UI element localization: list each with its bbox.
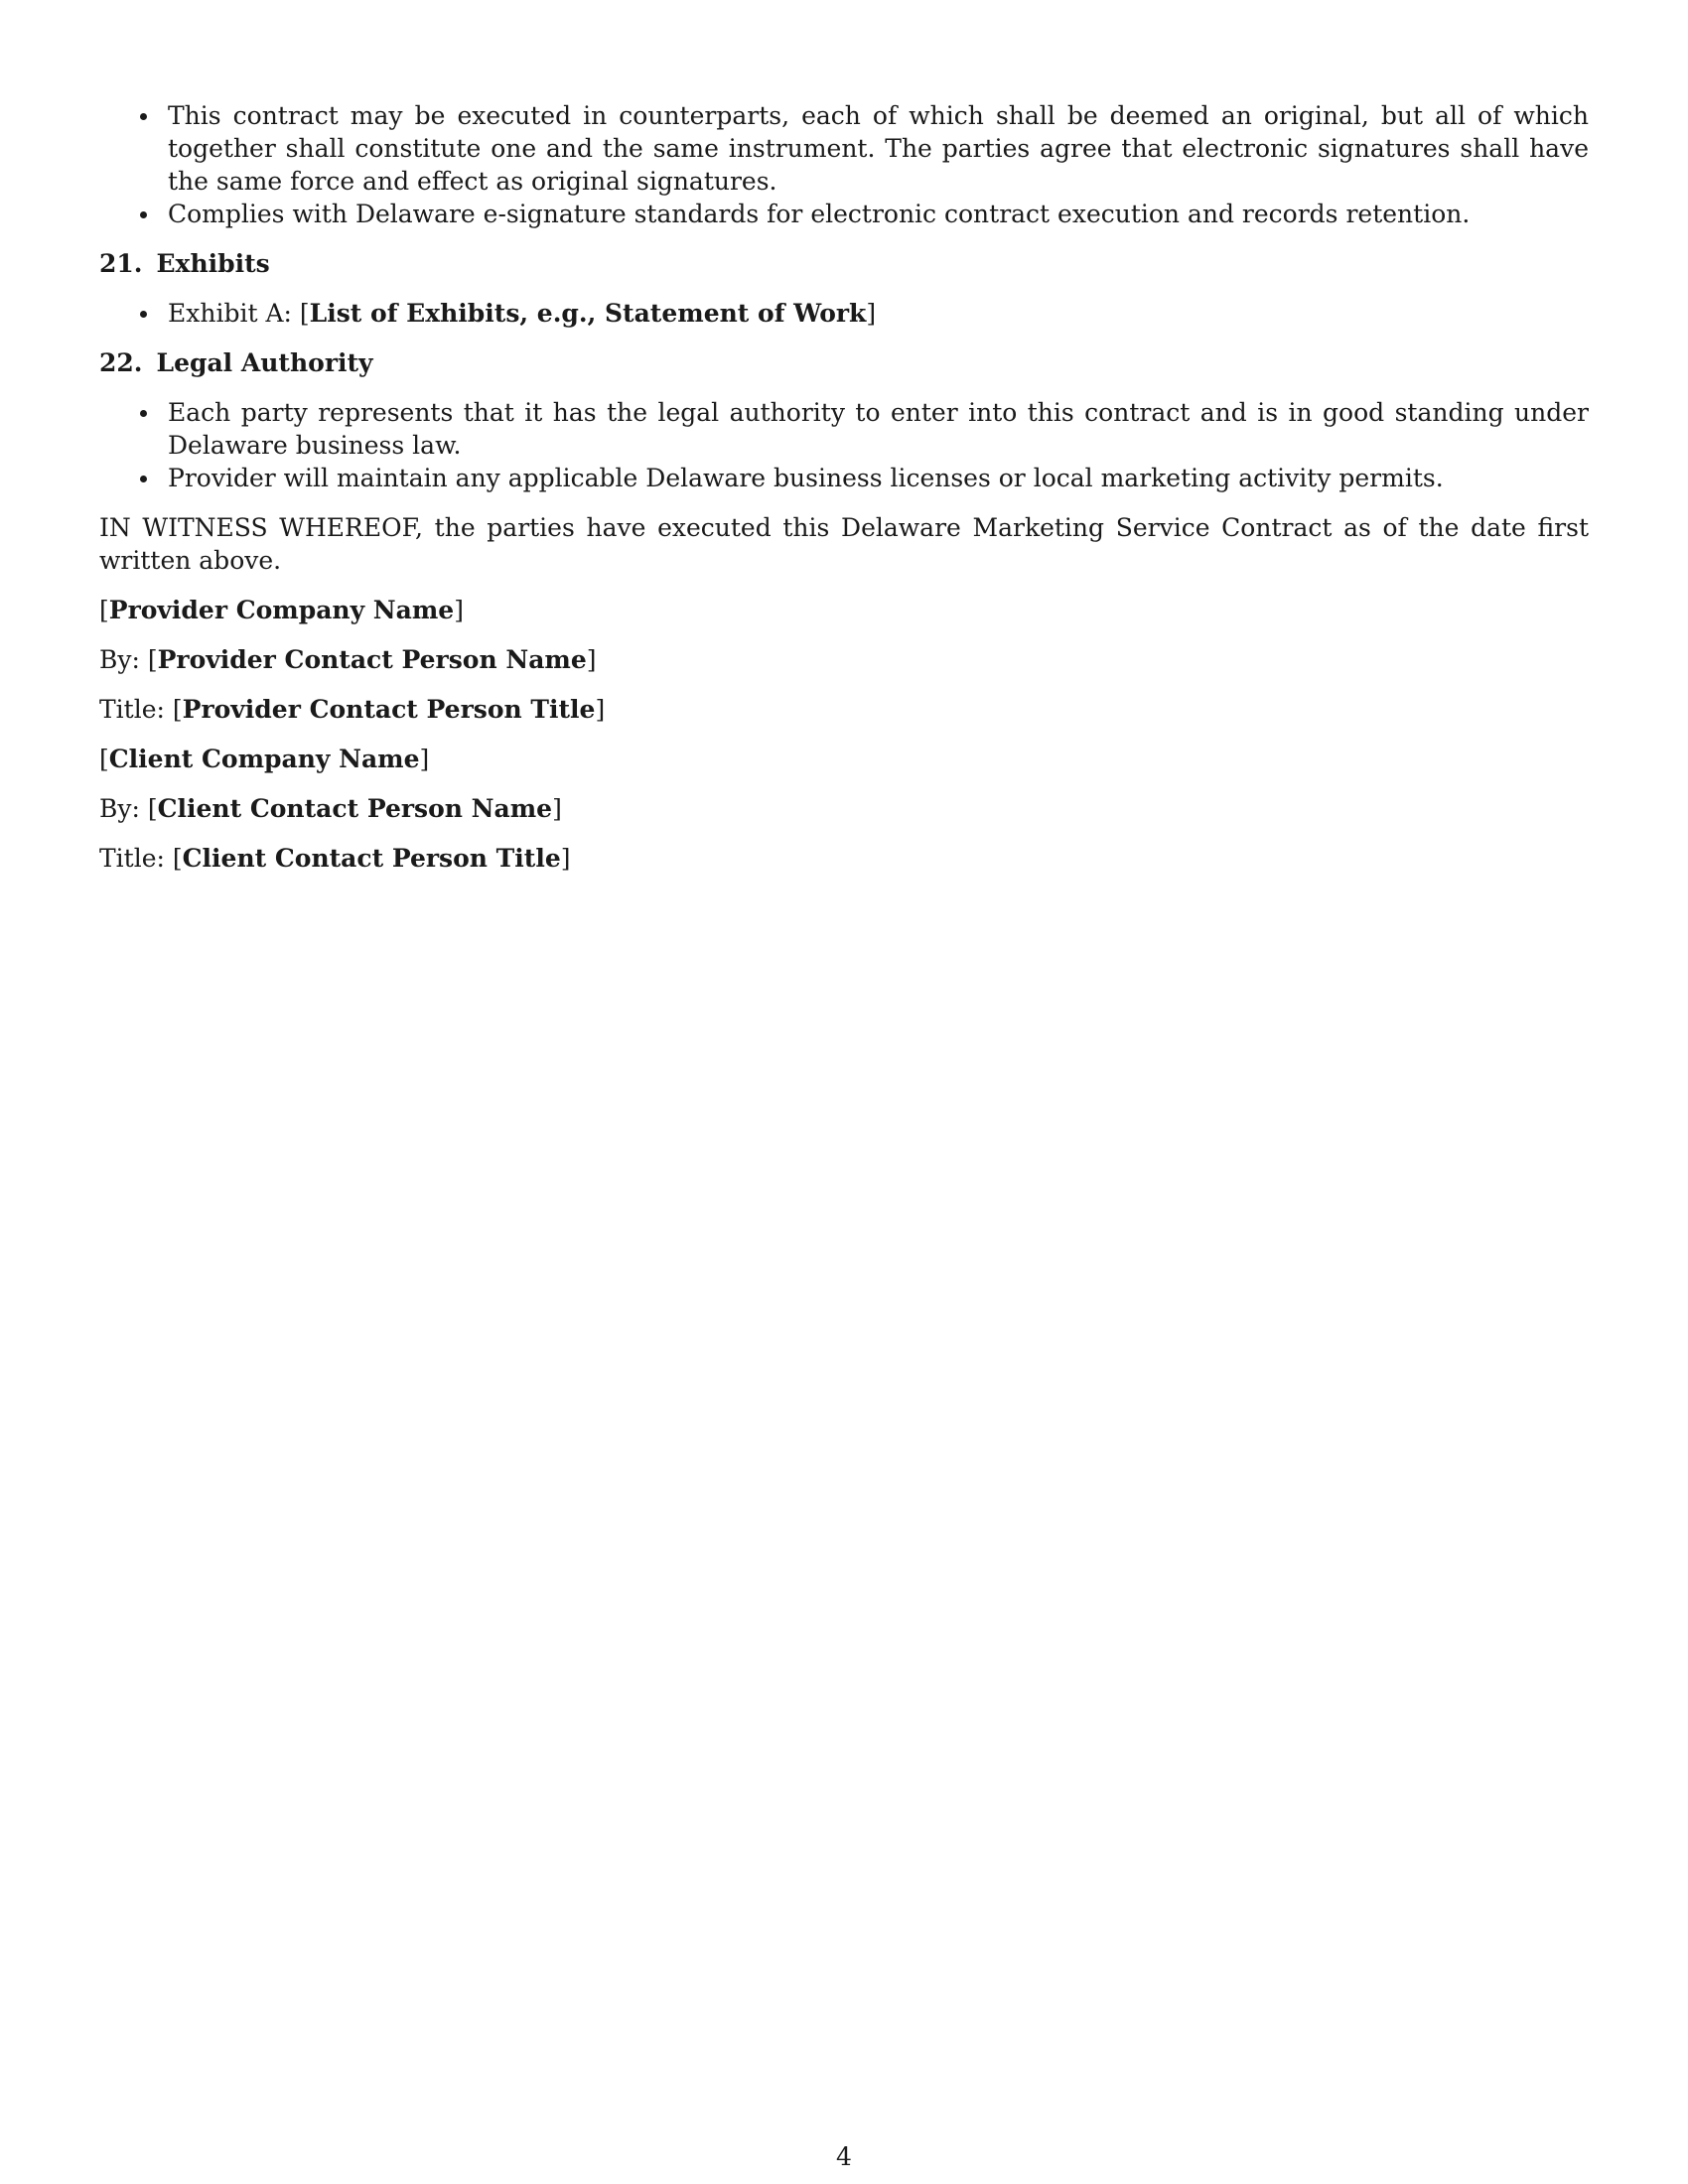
provider-by-line bbox=[99, 643, 1589, 676]
page-number: 4 bbox=[836, 2142, 852, 2171]
witness-paragraph: IN WITNESS WHEREOF, the parties have executed this Delaware Marketing Service Contract as of the date first written above. bbox=[99, 513, 1589, 575]
bracket-open: [ bbox=[99, 745, 109, 773]
client-title-line bbox=[99, 842, 1589, 875]
client-company-placeholder: Client Company Name bbox=[108, 745, 420, 773]
bracket-close: ] bbox=[595, 695, 606, 724]
title-label: Title: [ bbox=[99, 844, 183, 873]
client-by-line bbox=[99, 792, 1589, 825]
provider-contact-title-placeholder: Provider Contact Person Title bbox=[182, 695, 596, 724]
client-contact-name-placeholder: Client Contact Person Name bbox=[157, 794, 553, 823]
bracket-open: [ bbox=[99, 596, 109, 624]
by-label: By: [ bbox=[99, 645, 158, 674]
section-title: Exhibits bbox=[156, 249, 270, 278]
bracket-close: ] bbox=[454, 596, 464, 624]
section-21-list bbox=[99, 297, 1589, 330]
provider-company-placeholder: Provider Company Name bbox=[108, 596, 455, 624]
exhibit-suffix: ] bbox=[866, 299, 877, 328]
bullet-icon bbox=[140, 410, 147, 417]
exhibit-prefix: Exhibit A: [ bbox=[168, 299, 310, 328]
list-item bbox=[99, 297, 1589, 330]
provider-company-line bbox=[99, 594, 1589, 626]
list-item-text: Provider will maintain any applicable Delaware business licenses or local marketing activity permits. bbox=[168, 464, 1444, 492]
list-item bbox=[99, 198, 1589, 230]
bracket-close: ] bbox=[586, 645, 597, 674]
title-label: Title: [ bbox=[99, 695, 183, 724]
list-item-text: Complies with Delaware e-signature standards for electronic contract execution and records retention. bbox=[168, 200, 1471, 228]
document-page bbox=[99, 99, 1589, 891]
bracket-close: ] bbox=[560, 844, 571, 873]
list-item bbox=[99, 99, 1589, 198]
by-label: By: [ bbox=[99, 794, 158, 823]
bracket-close: ] bbox=[419, 745, 430, 773]
section-number: 21. bbox=[99, 249, 143, 278]
section-22-heading bbox=[99, 346, 1589, 379]
client-company-line bbox=[99, 743, 1589, 775]
provider-title-line bbox=[99, 693, 1589, 726]
list-item bbox=[99, 396, 1589, 462]
bullet-icon bbox=[140, 311, 147, 318]
section-20-list bbox=[99, 99, 1589, 230]
list-item bbox=[99, 462, 1589, 494]
bullet-icon bbox=[140, 211, 147, 218]
section-21-heading bbox=[99, 247, 1589, 280]
list-item-text: This contract may be executed in counterparts, each of which shall be deemed an original, but all of which together shall constitute one and the same instrument. The parties agree that electronic signatures shall have the same force and effect as original signatures. bbox=[168, 101, 1589, 196]
list-item-text: Each party represents that it has the legal authority to enter into this contract and is in good standing under Delaware business law. bbox=[168, 398, 1589, 460]
section-22-list bbox=[99, 396, 1589, 494]
bracket-close: ] bbox=[552, 794, 562, 823]
bullet-icon bbox=[140, 476, 147, 482]
exhibit-placeholder: List of Exhibits, e.g., Statement of Work bbox=[309, 299, 867, 328]
client-contact-title-placeholder: Client Contact Person Title bbox=[182, 844, 561, 873]
provider-contact-name-placeholder: Provider Contact Person Name bbox=[157, 645, 587, 674]
section-number: 22. bbox=[99, 348, 143, 377]
bullet-icon bbox=[140, 113, 147, 120]
section-title: Legal Authority bbox=[156, 348, 373, 377]
